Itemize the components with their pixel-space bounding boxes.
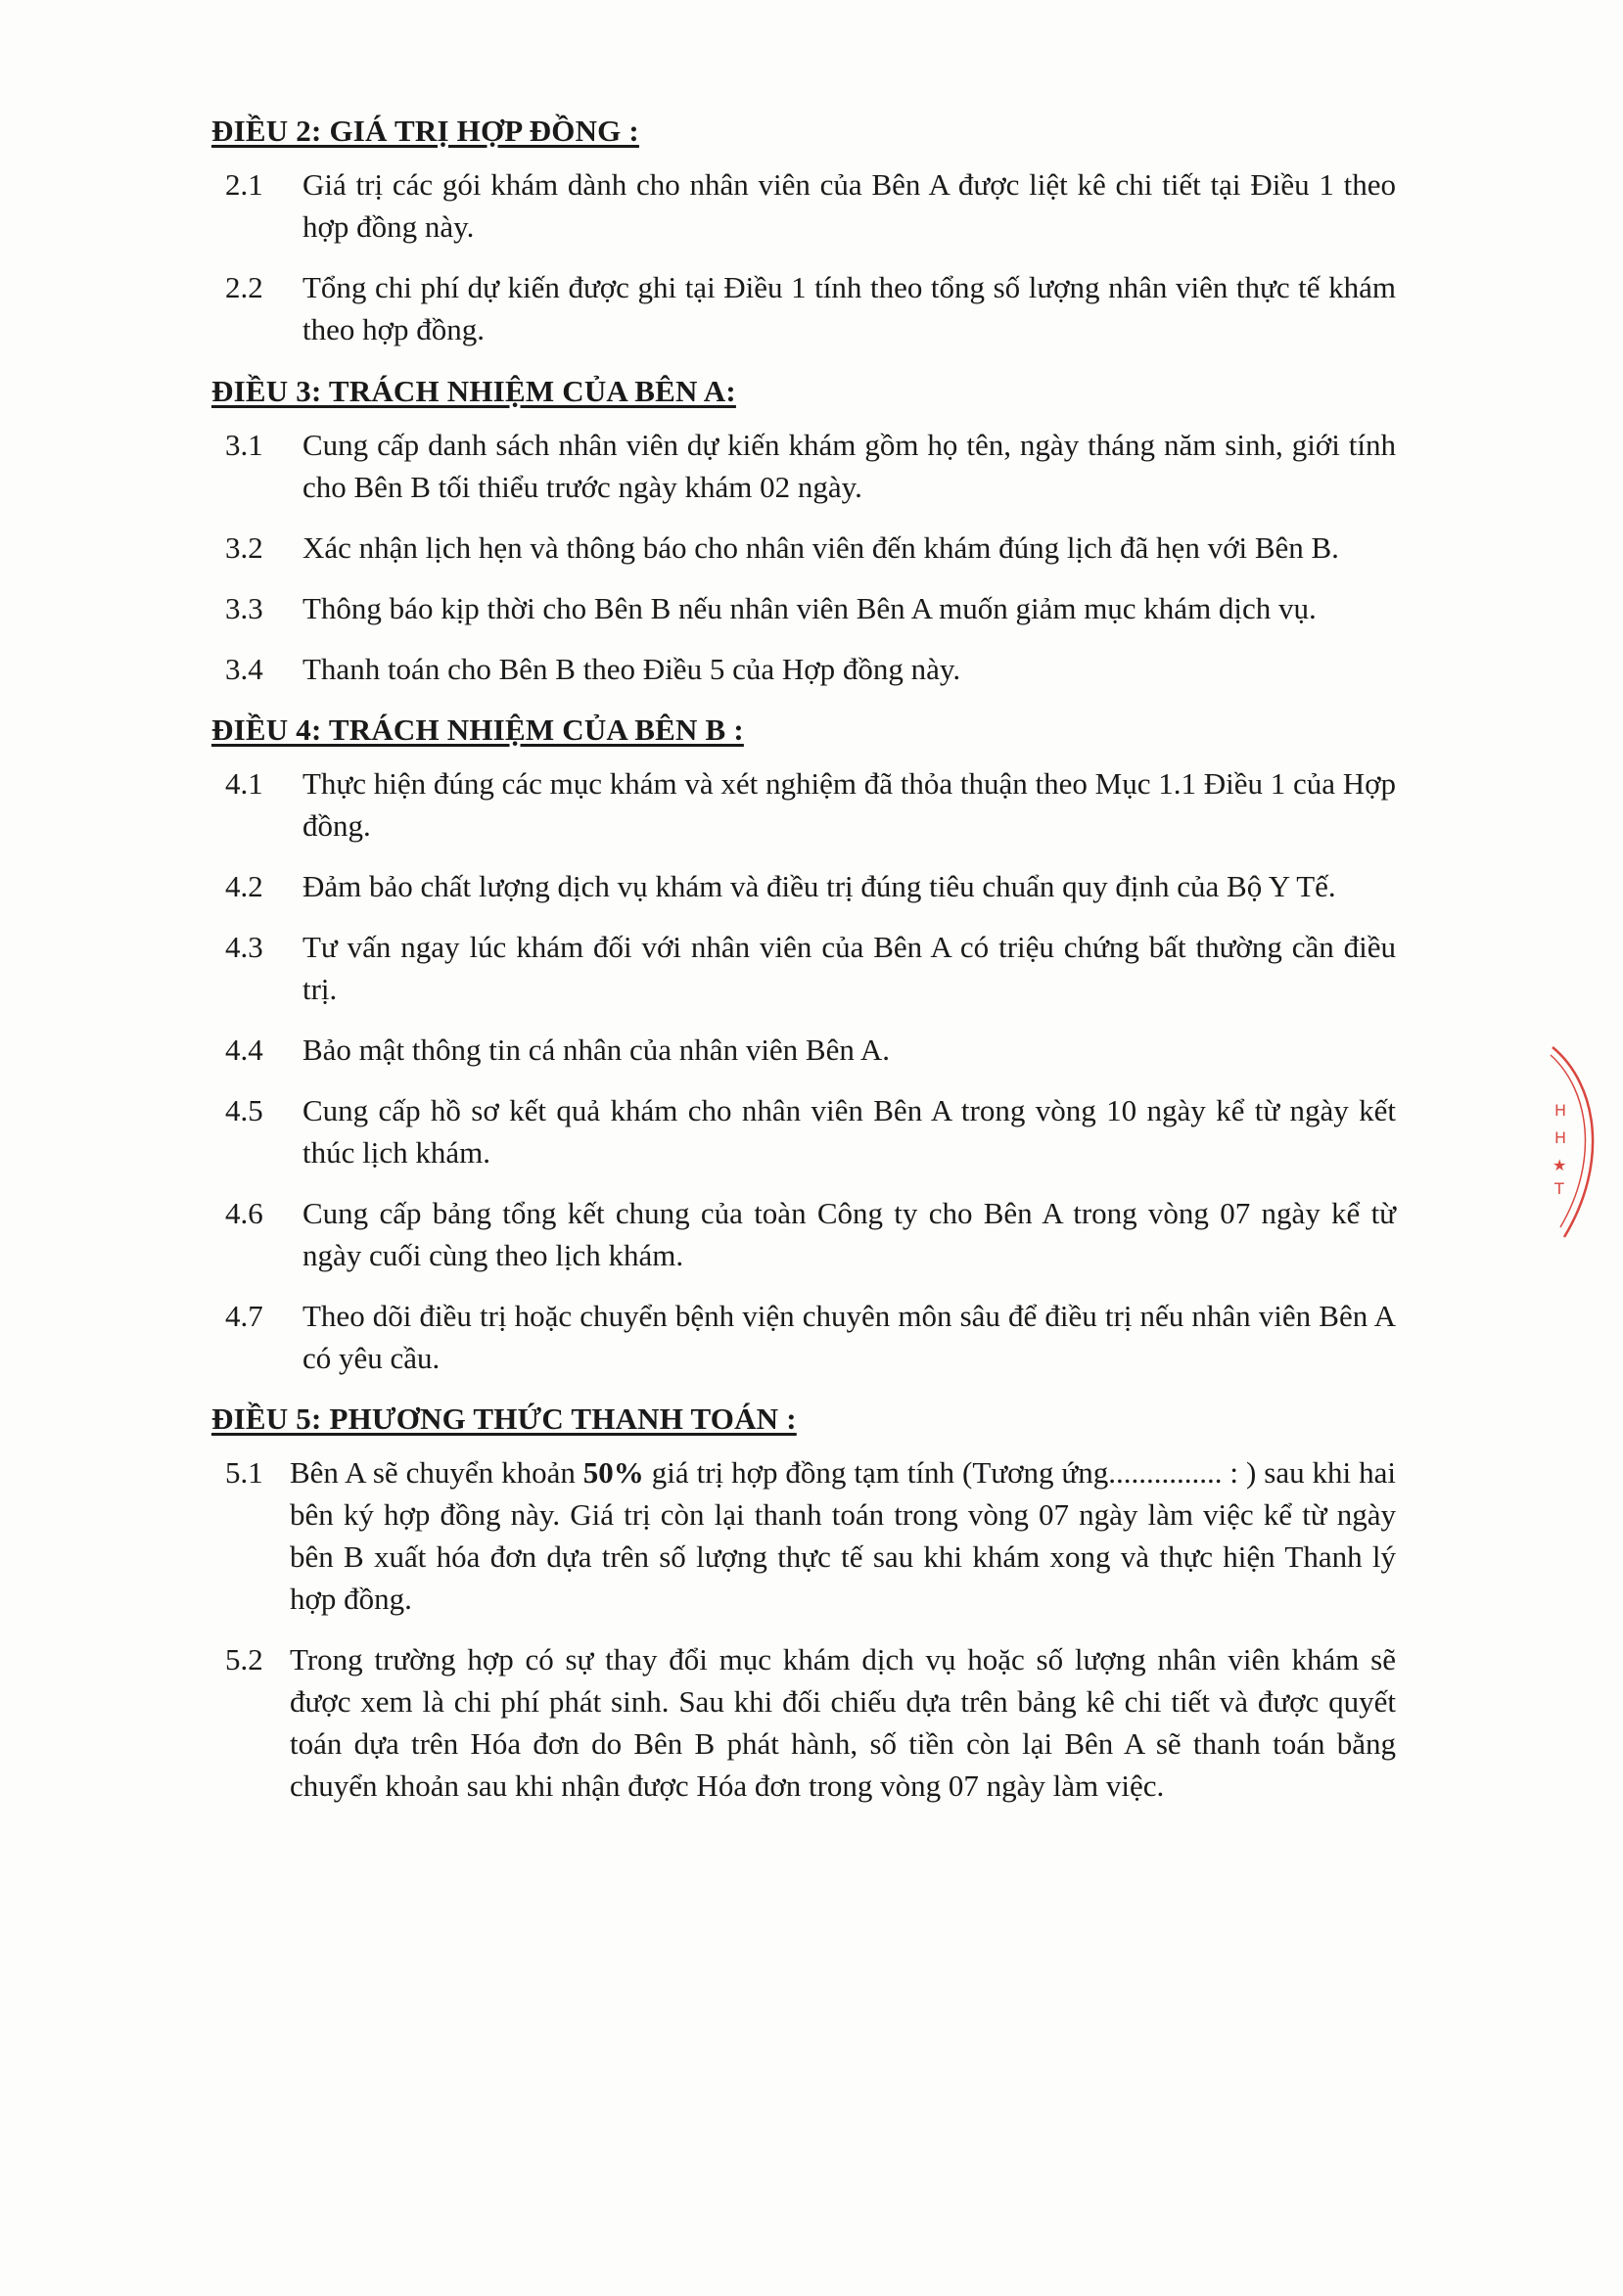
clause-text: Tổng chi phí dự kiến được ghi tại Điều 1 tính theo tổng số lượng nhân viên thực tế khám theo hợp đồng.	[302, 270, 1396, 346]
clause-number: 4.6	[225, 1196, 263, 1230]
svg-text:T: T	[1554, 1179, 1564, 1198]
clause-text: Cung cấp bảng tổng kết chung của toàn Công ty cho Bên A trong vòng 07 ngày kể từ ngày cuối cùng theo lịch khám.	[302, 1196, 1396, 1272]
section-heading: ĐIỀU 2: GIÁ TRỊ HỢP ĐỒNG :	[211, 114, 639, 148]
clause-text-part: giá trị hợp đồng tạm tính (Tương ứng............... : ) sau khi hai bên ký hợp đồng này. Giá trị còn lại thanh toán trong vòng 07 ngày làm việc kể từ ngày bên B xuất hóa đơn dựa trên số lượng thực tế sau khi khám xong và thực hiện Thanh lý hợp đồng.	[290, 1455, 1396, 1616]
clause-text: Tư vấn ngay lúc khám đối với nhân viên của Bên A có triệu chứng bất thường cần điều trị.	[302, 930, 1396, 1006]
clause	[211, 1451, 1396, 1620]
svg-text:H: H	[1554, 1128, 1567, 1147]
clause-text: Bảo mật thông tin cá nhân của nhân viên Bên A.	[302, 1033, 891, 1067]
clause-number: 5.2	[225, 1642, 263, 1676]
clause	[211, 266, 1396, 350]
clause-text: Thực hiện đúng các mục khám và xét nghiệm đã thỏa thuận theo Mục 1.1 Điều 1 của Hợp đồng.	[302, 766, 1397, 843]
clause-number: 4.7	[225, 1299, 263, 1333]
clause	[211, 926, 1396, 1010]
clause-text: Theo dõi điều trị hoặc chuyển bệnh viện chuyên môn sâu để điều trị nếu nhân viên Bên A có yêu cầu.	[302, 1299, 1396, 1375]
clause-number: 3.1	[225, 428, 263, 462]
clause-number: 2.2	[225, 270, 263, 304]
svg-text:★: ★	[1553, 1156, 1567, 1174]
section-heading: ĐIỀU 3: TRÁCH NHIỆM CỦA BÊN A:	[211, 374, 736, 408]
svg-text:H: H	[1554, 1101, 1567, 1120]
clause-text-part: Bên A sẽ chuyển khoản	[290, 1455, 583, 1490]
clause-number: 3.4	[225, 652, 263, 686]
clause	[211, 865, 1396, 907]
clause-number: 2.1	[225, 167, 263, 202]
clause	[211, 762, 1396, 847]
clause-number: 4.4	[225, 1033, 263, 1067]
clause-text: Cung cấp danh sách nhân viên dự kiến khám gồm họ tên, ngày tháng năm sinh, giới tính cho Bên B tối thiểu trước ngày khám 02 ngày.	[302, 428, 1396, 504]
clause-text-bold: 50%	[582, 1455, 644, 1490]
clause-text: Đảm bảo chất lượng dịch vụ khám và điều trị đúng tiêu chuẩn quy định của Bộ Y Tế.	[302, 869, 1336, 903]
clause	[211, 527, 1396, 569]
clause-number: 5.1	[225, 1455, 263, 1490]
clause	[211, 1192, 1396, 1276]
document-body	[211, 110, 1396, 1825]
clause	[211, 1089, 1396, 1173]
clause-text: Thông báo kịp thời cho Bên B nếu nhân viên Bên A muốn giảm mục khám dịch vụ.	[302, 591, 1317, 625]
clause	[211, 1029, 1396, 1071]
clause	[211, 163, 1396, 248]
clause	[211, 587, 1396, 629]
clause	[211, 1295, 1396, 1379]
clause-text: Giá trị các gói khám dành cho nhân viên của Bên A được liệt kê chi tiết tại Điều 1 theo hợp đồng này.	[302, 167, 1396, 244]
clause-text: Cung cấp hồ sơ kết quả khám cho nhân viên Bên A trong vòng 10 ngày kể từ ngày kết thúc lịch khám.	[302, 1093, 1396, 1170]
clause-number: 4.1	[225, 766, 263, 801]
clause-number: 4.2	[225, 869, 263, 903]
clause-number: 3.3	[225, 591, 263, 625]
section-heading: ĐIỀU 5: PHƯƠNG THỨC THANH TOÁN :	[211, 1401, 797, 1436]
clause-text: Trong trường hợp có sự thay đổi mục khám dịch vụ hoặc số lượng nhân viên khám sẽ được xem là chi phí phát sinh. Sau khi đối chiếu dựa trên bảng kê chi tiết và được quyết toán dựa trên Hóa đơn do Bên B phát hành, số tiền còn lại Bên A sẽ thanh toán bằng chuyển khoản sau khi nhận được Hóa đơn trong vòng 07 ngày làm việc.	[290, 1642, 1396, 1803]
clause-number: 4.3	[225, 930, 263, 964]
clause	[211, 424, 1396, 508]
clause-number: 3.2	[225, 530, 263, 565]
clause	[211, 648, 1396, 690]
clause	[211, 1638, 1396, 1807]
section-heading: ĐIỀU 4: TRÁCH NHIỆM CỦA BÊN B :	[211, 712, 744, 747]
clause-number: 4.5	[225, 1093, 263, 1127]
seal-stamp	[1549, 1045, 1607, 1241]
clause-text: Xác nhận lịch hẹn và thông báo cho nhân viên đến khám đúng lịch đã hẹn với Bên B.	[302, 530, 1339, 565]
clause-text: Thanh toán cho Bên B theo Điều 5 của Hợp đồng này.	[302, 652, 961, 686]
clause-text	[290, 1451, 1396, 1620]
